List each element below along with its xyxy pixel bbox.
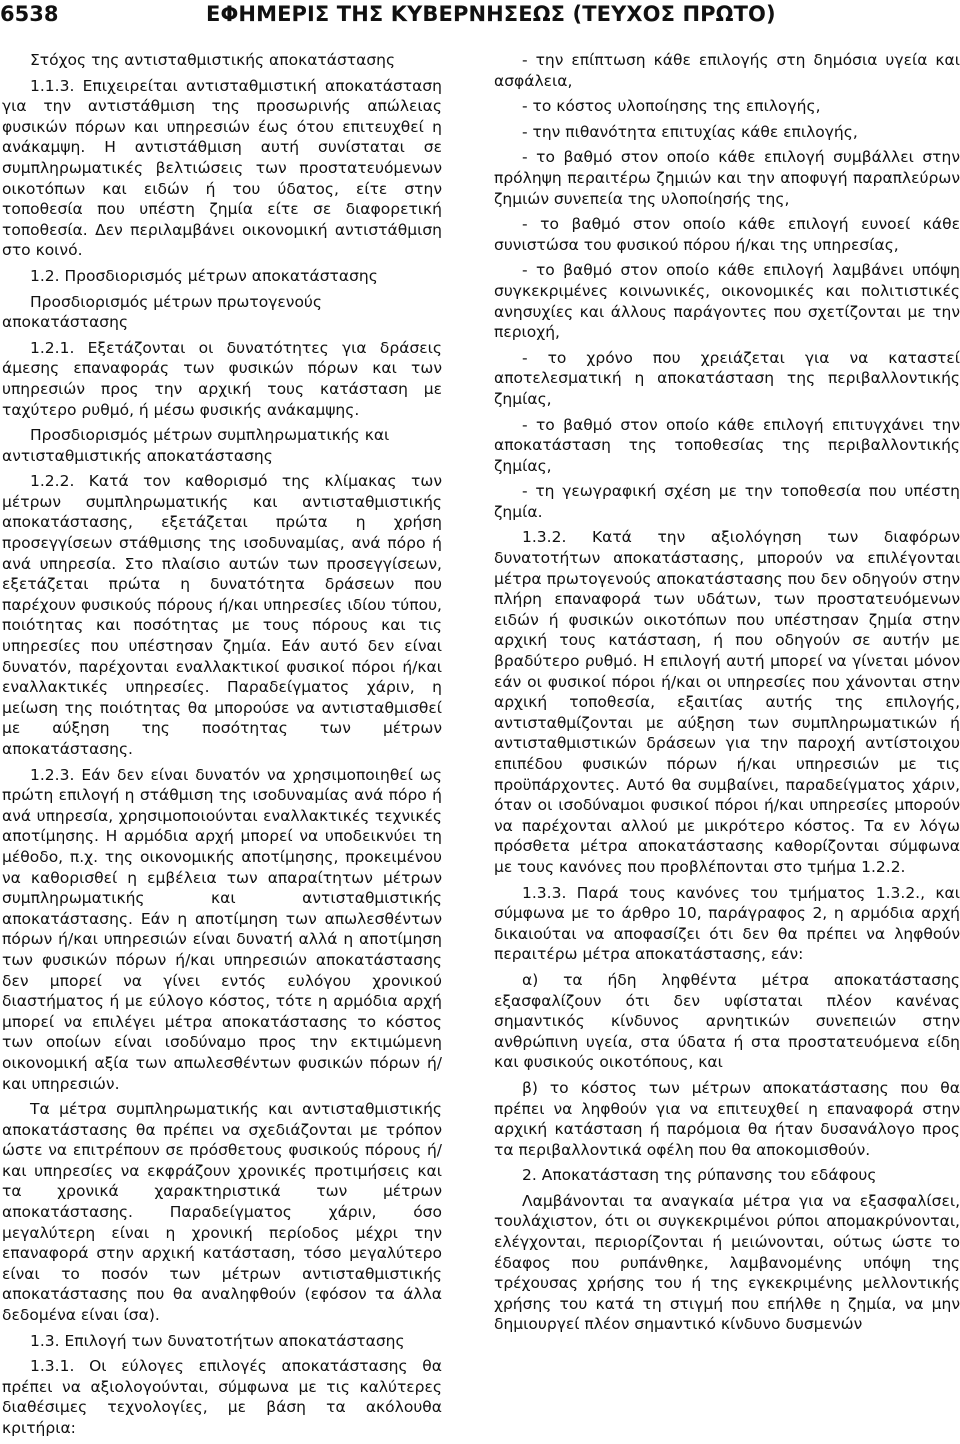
right-text-column (494, 50, 960, 1340)
left-text-column (2, 50, 442, 1444)
paragraph: 1.2.3. Εάν δεν είναι δυνατόν να χρησιμοποιηθεί ως πρώτη επιλογή η στάθμιση της ισοδυναμίας ανά πόρο ή ανά υπηρεσία, χρησιμοποιούνται εναλλακτικές τεχνικές αποτίμησης. Η αρμόδια αρχή μπορεί να υποδεικνύει τη μέθοδο, π.χ. της οικονομικής αποτίμησης, προκειμένου να καθορισθεί η εμβέλεια των απαραίτητων μέτρων συμπληρωματικής και αντισταθμιστικής αποκατάστασης. Εάν η αποτίμηση των απωλεσθέντων πόρων ή/και υπηρεσιών είναι δυνατή αλλά η αποτίμηση των φυσικών πόρων ή/και υπηρεσιών αποκατάστασης δεν μπορεί να γίνει εντός ευλόγου χρονικού διαστήματος ή με εύλογο κόστος, τότε η αρμόδια αρχή μπορεί να επιλέγει μέτρα αποκατάστασης το κόστος των οποίων είναι ισοδύναμο προς την εκτιμώμενη οικονομική αξία των απωλεσθέντων φυσικών πόρων ή/και υπηρεσιών. (2, 765, 442, 1093)
criteria-list-item: - το βαθμό στον οποίο κάθε επιλογή συμβάλλει στην πρόληψη περαιτέρω ζημιών και την αποφυγή παραπλεύρων ζημιών συνεπεία της υλοποίησής της, (494, 148, 960, 208)
paragraph: Τα μέτρα συμπληρωματικής και αντισταθμιστικής αποκατάστασης θα πρέπει να σχεδιάζονται με τρόπον ώστε να επιτρέπουν σε πρόσθετους φυσικούς πόρους ή/και υπηρεσίες να εκφράζουν χρονικές προτιμήσεις και τα χρονικά χαρακτηριστικά των μέτρων αποκατάστασης. Παραδείγματος χάριν, όσο μεγαλύτερη είναι η χρονική περίοδος μέχρι την επαναφορά στην αρχική κατάσταση, τόσο μεγαλύτερο είναι το ποσόν των μέτρων αντισταθμιστικής αποκατάστασης που θα αναληφθούν (εφόσον τα άλλα δεδομένα είναι ίσα). (2, 1100, 442, 1325)
paragraph: Λαμβάνονται τα αναγκαία μέτρα για να εξασφαλίσει, τουλάχιστον, ότι οι συγκεκριμένοι ρύποι απομακρύνονται, ελέγχονται, περιορίζονται ή μειώνονται, ούτως ώστε το έδαφος που ρυπάνθηκε, λαμβανομένης υπόψη της τρέχουσας χρήσης του ή της εγκεκριμένης μελλοντικής χρήσης του κατά τη στιγμή που επήλθε η ζημία, να μην δημιουργεί πλέον σημαντικό κίνδυνο δυσμενών (494, 1191, 960, 1334)
paragraph: 1.2.2. Κατά τον καθορισμό της κλίμακας των μέτρων συμπληρωματικής και αντισταθμιστικής αποκατάστασης, εξετάζεται πρώτα η χρήση προσεγγίσεων στάθμισης της ισοδυναμίας, ανά πόρο ή ανά υπηρεσία. Στο πλαίσιο αυτών των προσεγγίσεων, εξετάζεται πρώτα η δυνατότητα δράσεων που παρέχουν φυσικούς πόρους ή/και υπηρεσίες ιδίου τύπου, ποιότητας και ποσότητας με τους πόρους και τις υπηρεσίες που υπέστησαν ζημία. Εάν αυτό δεν είναι δυνατόν, παρέχονται εναλλακτικοί φυσικοί πόροι ή/και εναλλακτικές υπηρεσίες. Παραδείγματος χάριν, η μείωση της ποιότητας θα μπορούσε να αντισταθμισθεί με αύξηση της ποσότητας των μέτρων αποκατάστασης. (2, 472, 442, 758)
journal-title: ΕΦΗΜΕΡΙΣ ΤΗΣ ΚΥΒΕΡΝΗΣΕΩΣ (ΤΕΥΧΟΣ ΠΡΩΤΟ) (206, 2, 776, 26)
page-number: 6538 (0, 2, 59, 26)
section-heading: Προσδιορισμός μέτρων συμπληρωματικής και αντισταθμιστικής αποκατάστασης (2, 426, 390, 465)
criteria-list-item: - το βαθμό στον οποίο κάθε επιλογή λαμβάνει υπόψη συγκεκριμένες κοινωνικές, οικονομικές και πολιτιστικές ανησυχίες και άλλους παράγοντες που σχετίζονται με την περιοχή, (494, 261, 960, 342)
section-heading: Προσδιορισμός μέτρων πρωτογενούς αποκατάστασης (2, 292, 322, 332)
criteria-list-item: - το χρόνο που χρειάζεται για να καταστεί αποτελεσματική η αποκατάσταση της περιβαλλοντικής ζημίας, (494, 348, 960, 408)
page-header (0, 2, 960, 36)
criteria-list-item: - την επίπτωση κάθε επιλογής στη δημόσια υγεία και ασφάλεια, (494, 51, 960, 90)
criteria-list-item: - την πιθανότητα επιτυχίας κάθε επιλογής, (522, 122, 858, 141)
section-heading: 1.3. Επιλογή των δυνατοτήτων αποκατάστασης (30, 1331, 405, 1350)
paragraph: 1.1.3. Επιχειρείται αντισταθμιστική αποκατάσταση για την αντιστάθμιση της προσωρινής απώλειας φυσικών πόρων και υπηρεσιών έως ότου επιτευχθεί η ανάκαμψη. Η αντιστάθμιση αυτή συνίσταται σε συμπληρωματικές βελτιώσεις των προστατευόμενων οικοτόπων και ειδών ή του ύδατος, είτε στην τοποθεσία που υπέστη ζημία είτε σε διαφορετική τοποθεσία. Δεν περιλαμβάνει οικονομική αντιστάθμιση στο κοινό. (2, 76, 442, 260)
section-heading: 1.2. Προσδιορισμός μέτρων αποκατάστασης (30, 266, 378, 285)
paragraph: 1.2.1. Εξετάζονται οι δυνατότητες για δράσεις άμεσης επαναφοράς των φυσικών πόρων και των υπηρεσιών προς την αρχική τους κατάσταση με ταχύτερο ρυθμό, ή μέσω φυσικής ανάκαμψης. (2, 338, 442, 419)
paragraph: 1.3.3. Παρά τους κανόνες του τμήματος 1.3.2., και σύμφωνα με το άρθρο 10, παράγραφος 2, η αρμόδια αρχή δικαιούται να αποφασίζει ότι δεν θα πρέπει να ληφθούν περαιτέρω μέτρα αποκατάστασης, εάν: (494, 883, 960, 964)
criteria-list-item: - το κόστος υλοποίησης της επιλογής, (522, 97, 821, 116)
paragraph: β) το κόστος των μέτρων αποκατάστασης που θα πρέπει να ληφθούν για να επιτευχθεί η επαναφορά στην αρχική κατάσταση ή παρόμοια θα ήταν δυσανάλογο προς τα περιβαλλοντικά οφέλη που θα αποκομισθούν. (494, 1078, 960, 1159)
paragraph: 1.3.1. Οι εύλογες επιλογές αποκατάστασης θα πρέπει να αξιολογούνται, σύμφωνα με τις καλύτερες διαθέσιμες τεχνολογίες, με βάση τα ακόλουθα κριτήρια: (2, 1357, 442, 1437)
section-heading: Στόχος της αντισταθμιστικής αποκατάστασης (30, 51, 396, 69)
criteria-list-item: - το βαθμό στον οποίο κάθε επιλογή επιτυγχάνει την αποκατάσταση της τοποθεσίας της περιβαλλοντικής ζημίας, (494, 415, 960, 475)
paragraph: α) τα ήδη ληφθέντα μέτρα αποκατάστασης εξασφαλίζουν ότι δεν υφίσταται πλέον κανένας σημαντικός κίνδυνος αρνητικών συνεπειών στην ανθρώπινη υγεία, στα ύδατα ή στα προστατευόμενα είδη και φυσικούς οικοτόπους, και (494, 970, 960, 1072)
criteria-list-item: - το βαθμό στον οποίο κάθε επιλογή ευνοεί κάθε συνιστώσα του φυσικού πόρου ή/και της υπηρεσίας, (494, 215, 960, 254)
paragraph: 1.3.2. Κατά την αξιολόγηση των διαφόρων δυνατοτήτων αποκατάστασης, μπορούν να επιλέγονται μέτρα πρωτογενούς αποκατάστασης που δεν οδηγούν στην πλήρη επαναφορά των υδάτων, των προστατευόμενων ειδών ή φυσικών οικοτόπων που υπέστησαν ζημία στην αρχική τους κατάσταση, ή που οδηγούν σε αυτήν με βραδύτερο ρυθμό. Η επιλογή αυτή μπορεί να γίνεται μόνον εάν οι φυσικοί πόροι ή/και οι υπηρεσίες που χάνονται στην αρχική τοποθεσία, εξαιτίας αυτής της επιλογής, αντισταθμίζονται με αύξηση των συμπληρωματικών ή αντισταθμιστικών δράσεων για την παροχή αντίστοιχου επιπέδου φυσικών πόρων ή/και υπηρεσιών με τις προϋπάρχοντες. Αυτό θα συμβαίνει, παραδείγματος χάριν, όταν οι ισοδύναμοι φυσικοί πόροι ή/και υπηρεσίες μπορούν να παρέχονται αλλού με μικρότερο κόστος. Τα εν λόγω πρόσθετα μέτρα αποκατάστασης καθορίζονται σύμφωνα με τους κανόνες που προβλέπονται στο τμήμα 1.2.2. (494, 528, 960, 876)
criteria-list-item: - τη γεωγραφική σχέση με την τοποθεσία που υπέστη ζημία. (494, 482, 960, 521)
section-heading: 2. Αποκατάσταση της ρύπανσης του εδάφους (522, 1166, 877, 1185)
